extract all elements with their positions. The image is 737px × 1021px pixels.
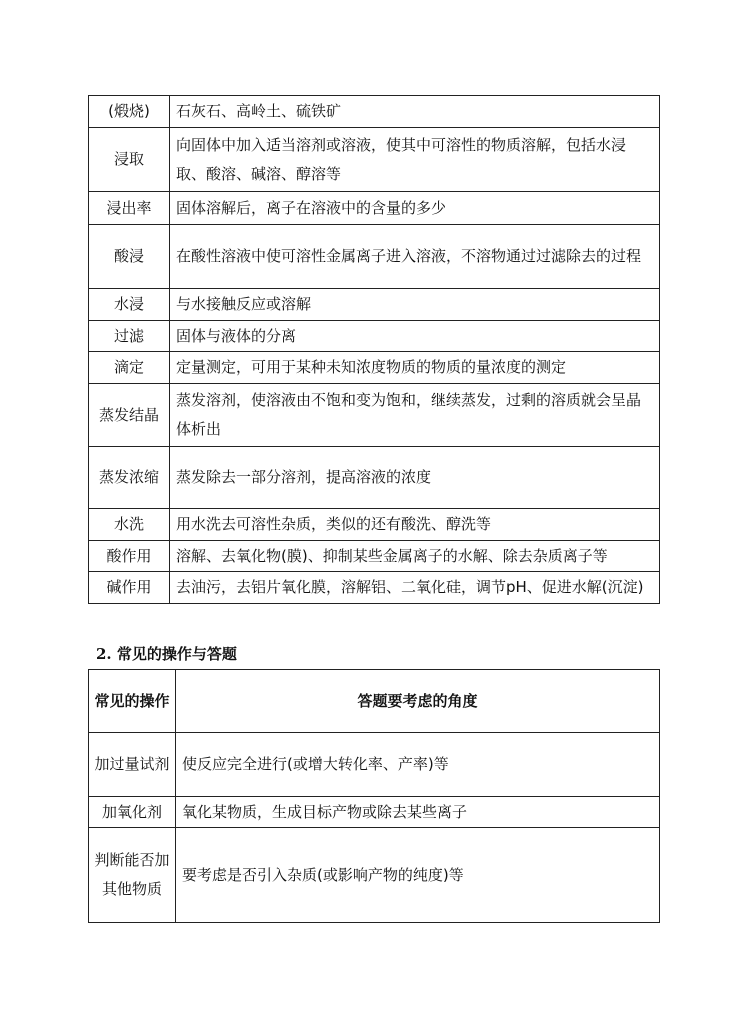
- angle-cell: 使反应完全进行(或增大转化率、产率)等: [176, 733, 660, 797]
- table-row: [89, 797, 660, 828]
- table-row: [89, 352, 660, 384]
- definition-cell: 蒸发溶剂，使溶液由不饱和变为饱和，继续蒸发，过剩的溶质就会呈晶体析出: [170, 384, 660, 447]
- definition-cell: 固体与液体的分离: [170, 321, 660, 352]
- table-row: [89, 828, 660, 923]
- table-row: [89, 225, 660, 289]
- operations-table: [88, 669, 660, 923]
- definition-cell: 固体溶解后，离子在溶液中的含量的多少: [170, 192, 660, 225]
- definition-cell: 去油污，去铝片氧化膜，溶解铝、二氧化硅，调节pH、促进水解(沉淀): [170, 572, 660, 604]
- term-cell: 浸取: [89, 128, 170, 192]
- definition-cell: 溶解、去氧化物(膜)、抑制某些金属离子的水解、除去杂质离子等: [170, 541, 660, 572]
- definition-cell: 与水接触反应或溶解: [170, 289, 660, 321]
- term-cell: 碱作用: [89, 572, 170, 604]
- terms-table: [88, 95, 660, 604]
- table-row: [89, 733, 660, 797]
- operation-cell: 判断能否加其他物质: [89, 828, 176, 923]
- angle-cell: 要考虑是否引入杂质(或影响产物的纯度)等: [176, 828, 660, 923]
- definition-cell: 定量测定，可用于某种未知浓度物质的物质的量浓度的测定: [170, 352, 660, 384]
- term-cell: 浸出率: [89, 192, 170, 225]
- angle-cell: 氧化某物质，生成目标产物或除去某些离子: [176, 797, 660, 828]
- definition-cell: 蒸发除去一部分溶剂，提高溶液的浓度: [170, 447, 660, 509]
- term-cell: 水浸: [89, 289, 170, 321]
- term-cell: 滴定: [89, 352, 170, 384]
- table-row: [89, 541, 660, 572]
- table-row: [89, 447, 660, 509]
- term-cell: 过滤: [89, 321, 170, 352]
- terms-table-body: [89, 96, 660, 604]
- table-header-row: [89, 670, 660, 733]
- table-row: [89, 96, 660, 128]
- operation-cell: 加过量试剂: [89, 733, 176, 797]
- definition-cell: 用水洗去可溶性杂质，类似的还有酸洗、醇洗等: [170, 509, 660, 541]
- angle-header: 答题要考虑的角度: [176, 670, 660, 733]
- term-cell: 水洗: [89, 509, 170, 541]
- operation-header: 常见的操作: [89, 670, 176, 733]
- term-cell: 酸浸: [89, 225, 170, 289]
- operation-cell: 加氧化剂: [89, 797, 176, 828]
- definition-cell: 石灰石、高岭土、硫铁矿: [170, 96, 660, 128]
- section-heading: 2. 常见的操作与答题: [96, 645, 237, 663]
- table-row: [89, 384, 660, 447]
- term-cell: 蒸发结晶: [89, 384, 170, 447]
- table-row: [89, 509, 660, 541]
- table-row: [89, 289, 660, 321]
- term-cell: (煅烧): [89, 96, 170, 128]
- definition-cell: 向固体中加入适当溶剂或溶液，使其中可溶性的物质溶解，包括水浸取、酸溶、碱溶、醇溶等: [170, 128, 660, 192]
- table-row: [89, 321, 660, 352]
- table-row: [89, 192, 660, 225]
- definition-cell: 在酸性溶液中使可溶性金属离子进入溶液，不溶物通过过滤除去的过程: [170, 225, 660, 289]
- term-cell: 酸作用: [89, 541, 170, 572]
- operations-table-body: [89, 670, 660, 923]
- table-row: [89, 128, 660, 192]
- table-row: [89, 572, 660, 604]
- term-cell: 蒸发浓缩: [89, 447, 170, 509]
